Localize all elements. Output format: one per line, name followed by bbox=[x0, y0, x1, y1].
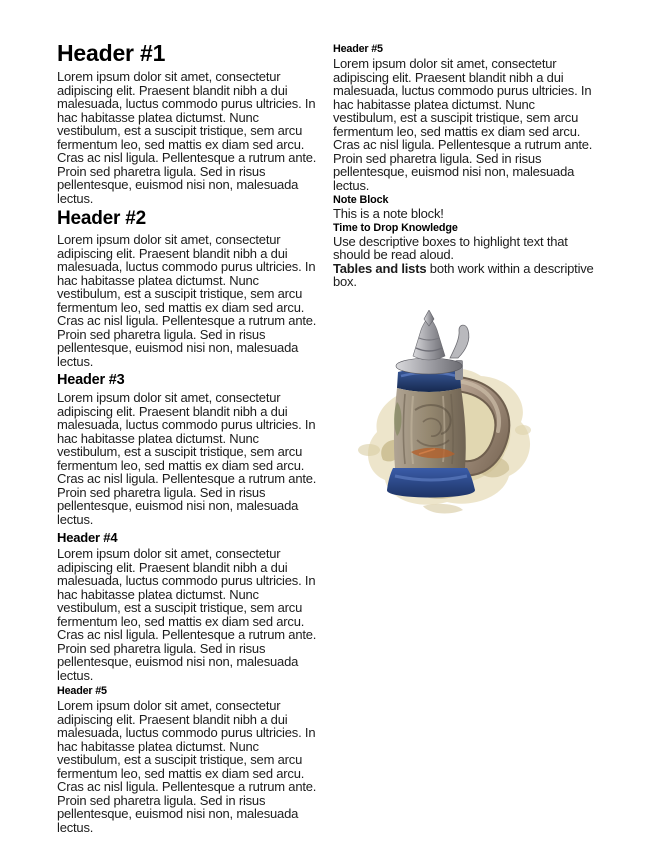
beer-stein-illustration bbox=[353, 310, 543, 525]
paragraph-5: Lorem ipsum dolor sit amet, consectetur adipiscing elit. Praesent blandit nibh a dui malesuada, luctus commodo purus ultricies. In hac habitasse platea dictumst. Nunc vestibulum, est a suscipit tristique, sem arcu fermentum leo, sed mattis ex diam sed arcu. Cras ac nisl ligula. Pellentesque a rutrum ante. Proin sed pharetra ligula. Sed in risus pellentesque, euismod nisi non, malesuada lectus. bbox=[57, 698, 317, 835]
stein-base bbox=[387, 468, 475, 498]
note-block-title: Note Block bbox=[333, 194, 389, 206]
header-1: Header #1 bbox=[57, 40, 166, 66]
paragraph-1: Lorem ipsum dolor sit amet, consectetur adipiscing elit. Praesent blandit nibh a dui malesuada, luctus commodo purus ultricies. In hac habitasse platea dictumst. Nunc vestibulum, est a suscipit tristique, sem arcu fermentum leo, sed mattis ex diam sed arcu. Cras ac nisl ligula. Pellentesque a rutrum ante. Proin sed pharetra ligula. Sed in risus pellentesque, euismod nisi non, malesuada lectus. bbox=[57, 69, 317, 206]
header-5-left: Header #5 bbox=[57, 685, 107, 697]
knowledge-block-text: Use descriptive boxes to highlight text that should be read aloud. bbox=[333, 233, 568, 262]
note-block-text: This is a note block! bbox=[333, 206, 444, 221]
stein-body bbox=[394, 388, 466, 468]
paragraph-right: Lorem ipsum dolor sit amet, consectetur adipiscing elit. Praesent blandit nibh a dui malesuada, luctus commodo purus ultricies. In hac habitasse platea dictumst. Nunc vestibulum, est a suscipit tristique, sem arcu fermentum leo, sed mattis ex diam sed arcu. Cras ac nisl ligula. Pellentesque a rutrum ante. Proin sed pharetra ligula. Sed in risus pellentesque, euismod nisi non, malesuada lectus. bbox=[333, 56, 593, 193]
beer-stein-figure bbox=[353, 310, 543, 525]
knowledge-block-title: Time to Drop Knowledge bbox=[333, 221, 458, 234]
tables-lists-line bbox=[333, 262, 597, 289]
thumb-lift bbox=[450, 325, 469, 358]
header-3: Header #3 bbox=[57, 372, 125, 388]
header-2: Header #2 bbox=[57, 208, 147, 229]
paragraph-4: Lorem ipsum dolor sit amet, consectetur adipiscing elit. Praesent blandit nibh a dui malesuada, luctus commodo purus ultricies. In hac habitasse platea dictumst. Nunc vestibulum, est a suscipit tristique, sem arcu fermentum leo, sed mattis ex diam sed arcu. Cras ac nisl ligula. Pellentesque a rutrum ante. Proin sed pharetra ligula. Sed in risus pellentesque, euismod nisi non, malesuada lectus. bbox=[57, 546, 317, 683]
tables-lists-rest: both work within a descriptive box. bbox=[333, 260, 594, 289]
paragraph-2: Lorem ipsum dolor sit amet, consectetur adipiscing elit. Praesent blandit nibh a dui malesuada, luctus commodo purus ultricies. In hac habitasse platea dictumst. Nunc vestibulum, est a suscipit tristique, sem arcu fermentum leo, sed mattis ex diam sed arcu. Cras ac nisl ligula. Pellentesque a rutrum ante. Proin sed pharetra ligula. Sed in risus pellentesque, euismod nisi non, malesuada lectus. bbox=[57, 232, 317, 369]
paragraph-3: Lorem ipsum dolor sit amet, consectetur adipiscing elit. Praesent blandit nibh a dui malesuada, luctus commodo purus ultricies. In hac habitasse platea dictumst. Nunc vestibulum, est a suscipit tristique, sem arcu fermentum leo, sed mattis ex diam sed arcu. Cras ac nisl ligula. Pellentesque a rutrum ante. Proin sed pharetra ligula. Sed in risus pellentesque, euismod nisi non, malesuada lectus. bbox=[57, 390, 317, 527]
tables-lists-bold: Tables and lists bbox=[333, 260, 427, 276]
header-4: Header #4 bbox=[57, 530, 118, 545]
header-5-right: Header #5 bbox=[333, 43, 383, 55]
left-column bbox=[57, 40, 321, 836]
pewter-lid bbox=[396, 310, 469, 380]
right-column bbox=[333, 40, 597, 525]
